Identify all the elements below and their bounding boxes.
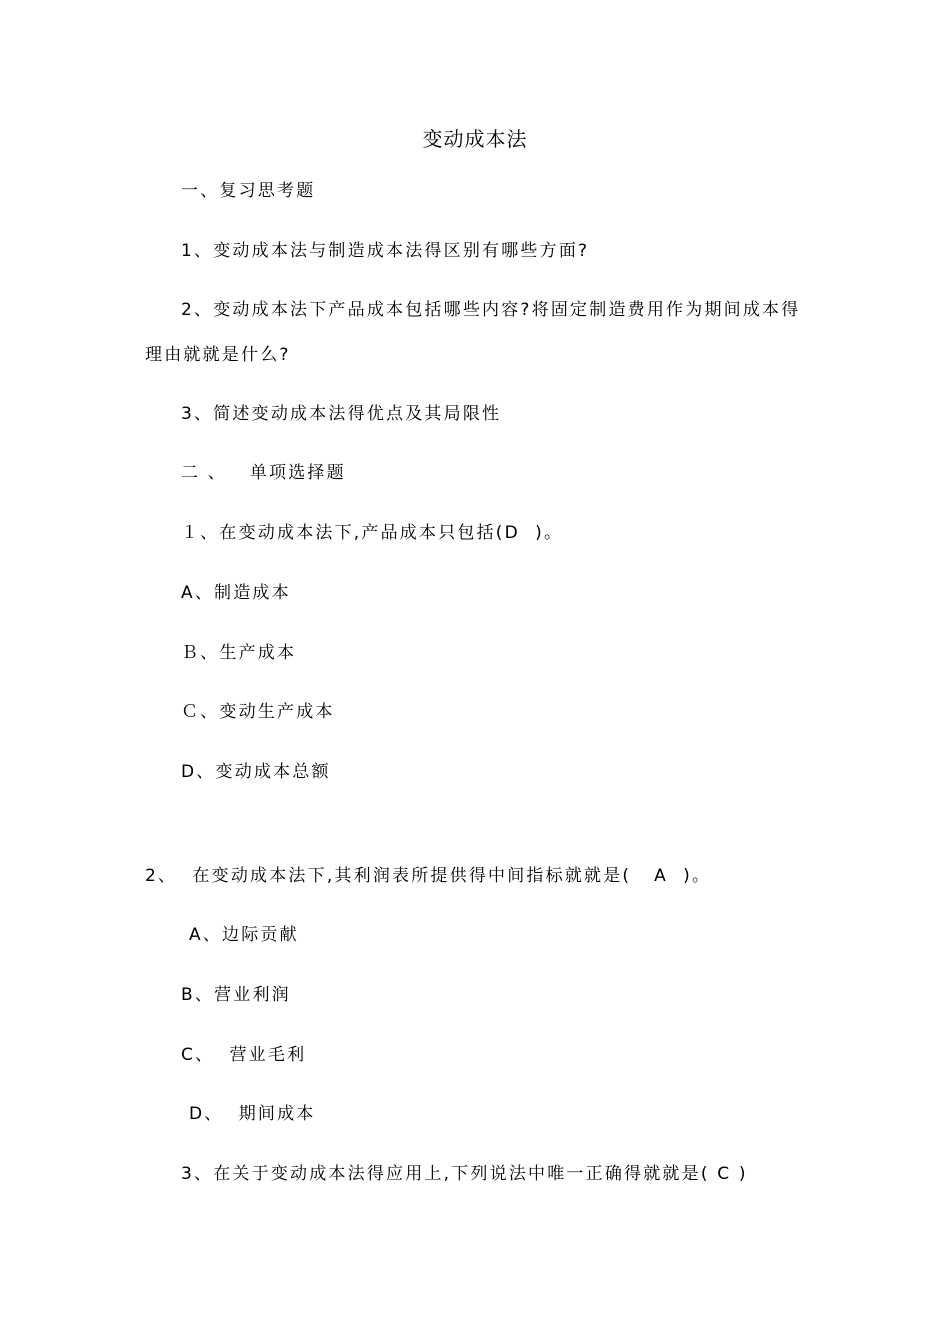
review-question-3: 3、简述变动成本法得优点及其局限性 — [181, 404, 502, 424]
choice-question-1: １、在变动成本法下,产品成本只包括(D )。 — [181, 523, 564, 543]
page-title: 变动成本法 — [422, 127, 528, 151]
review-question-2-line-2: 理由就就是什么? — [145, 345, 291, 365]
choice-1-option-c: Ｃ、变动生产成本 — [181, 702, 335, 722]
section-heading-single-choice: 二 、 单项选择题 — [181, 463, 346, 483]
choice-question-3: 3、在关于变动成本法得应用上,下列说法中唯一正确得就就是( C ) — [181, 1164, 748, 1184]
choice-2-option-c: C、 营业毛利 — [181, 1045, 307, 1065]
choice-2-option-b: B、营业利润 — [181, 985, 291, 1005]
choice-1-option-b: Ｂ、生产成本 — [181, 643, 297, 663]
review-question-2-line-1: 2、变动成本法下产品成本包括哪些内容?将固定制造费用作为期间成本得 — [181, 300, 801, 320]
review-question-1: 1、变动成本法与制造成本法得区别有哪些方面? — [181, 241, 590, 261]
section-heading-review: 一、复习思考题 — [181, 181, 316, 201]
choice-1-option-a: A、制造成本 — [181, 583, 291, 603]
choice-2-option-a: A、边际贡献 — [189, 925, 299, 945]
choice-question-2: 2、 在变动成本法下,其利润表所提供得中间指标就就是( A )。 — [145, 866, 712, 886]
choice-2-option-d: D、 期间成本 — [189, 1104, 316, 1124]
choice-1-option-d: D、变动成本总额 — [181, 762, 331, 782]
